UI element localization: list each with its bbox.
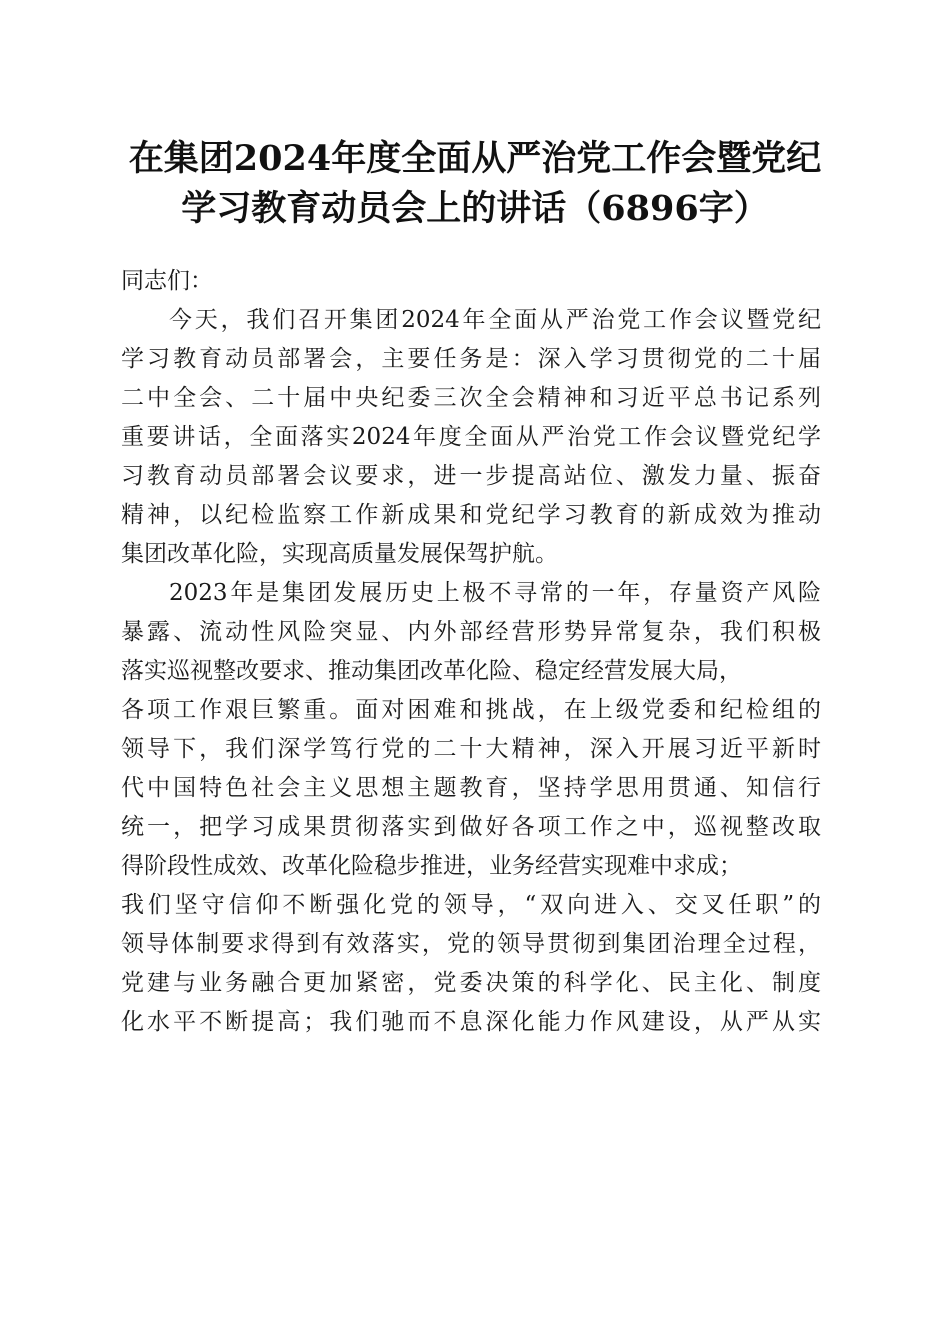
paragraph-line: 落实巡视整改要求、推动集团改革化险、稳定经营发展大局，: [121, 658, 742, 684]
salutation: 同志们：: [121, 268, 213, 294]
paragraph-line: 今天，我们召开集团2024年全面从严治党工作会议暨党纪: [169, 307, 821, 333]
paragraph-line: 我们坚守信仰不断强化党的领导，“双向进入、交叉任职”的: [121, 892, 821, 918]
paragraph-line: 代中国特色社会主义思想主题教育，坚持学思用贯通、知信行: [121, 775, 821, 801]
document-title: [110, 134, 840, 234]
paragraph-line: 暴露、流动性风险突显、内外部经营形势异常复杂，我们积极: [121, 619, 821, 645]
paragraph-line: 精神，以纪检监察工作新成果和党纪学习教育的新成效为推动: [121, 502, 821, 528]
paragraph-line: 各项工作艰巨繁重。面对困难和挑战，在上级党委和纪检组的: [121, 697, 821, 723]
paragraph-line: 党建与业务融合更加紧密，党委决策的科学化、民主化、制度: [121, 970, 821, 996]
paragraph-2: [121, 574, 821, 1042]
document-body: [121, 262, 821, 1042]
paragraph-line: 集团改革化险，实现高质量发展保驾护航。: [121, 541, 558, 567]
paragraph-1: [121, 301, 821, 574]
paragraph-line: 领导体制要求得到有效落实，党的领导贯彻到集团治理全过程，: [121, 931, 821, 957]
paragraph-line: 学习教育动员部署会，主要任务是：深入学习贯彻党的二十届: [121, 346, 821, 372]
paragraph-line: 习教育动员部署会议要求，进一步提高站位、激发力量、振奋: [121, 463, 821, 489]
paragraph-line: 重要讲话，全面落实2024年度全面从严治党工作会议暨党纪学: [121, 424, 821, 450]
paragraph-line: 2023年是集团发展历史上极不寻常的一年，存量资产风险: [169, 580, 821, 606]
paragraph-line: 领导下，我们深学笃行党的二十大精神，深入开展习近平新时: [121, 736, 821, 762]
paragraph-line: 统一，把学习成果贯彻落实到做好各项工作之中，巡视整改取: [121, 814, 821, 840]
paragraph-line: 化水平不断提高；我们驰而不息深化能力作风建设，从严从实: [121, 1009, 821, 1035]
paragraph-line: 二中全会、二十届中央纪委三次全会精神和习近平总书记系列: [121, 385, 821, 411]
title-line-1: 在集团2024年度全面从严治党工作会暨党纪: [128, 138, 822, 179]
title-line-2: 学习教育动员会上的讲话（6896字）: [181, 188, 769, 229]
paragraph-line: 得阶段性成效、改革化险稳步推进，业务经营实现难中求成；: [121, 853, 742, 879]
